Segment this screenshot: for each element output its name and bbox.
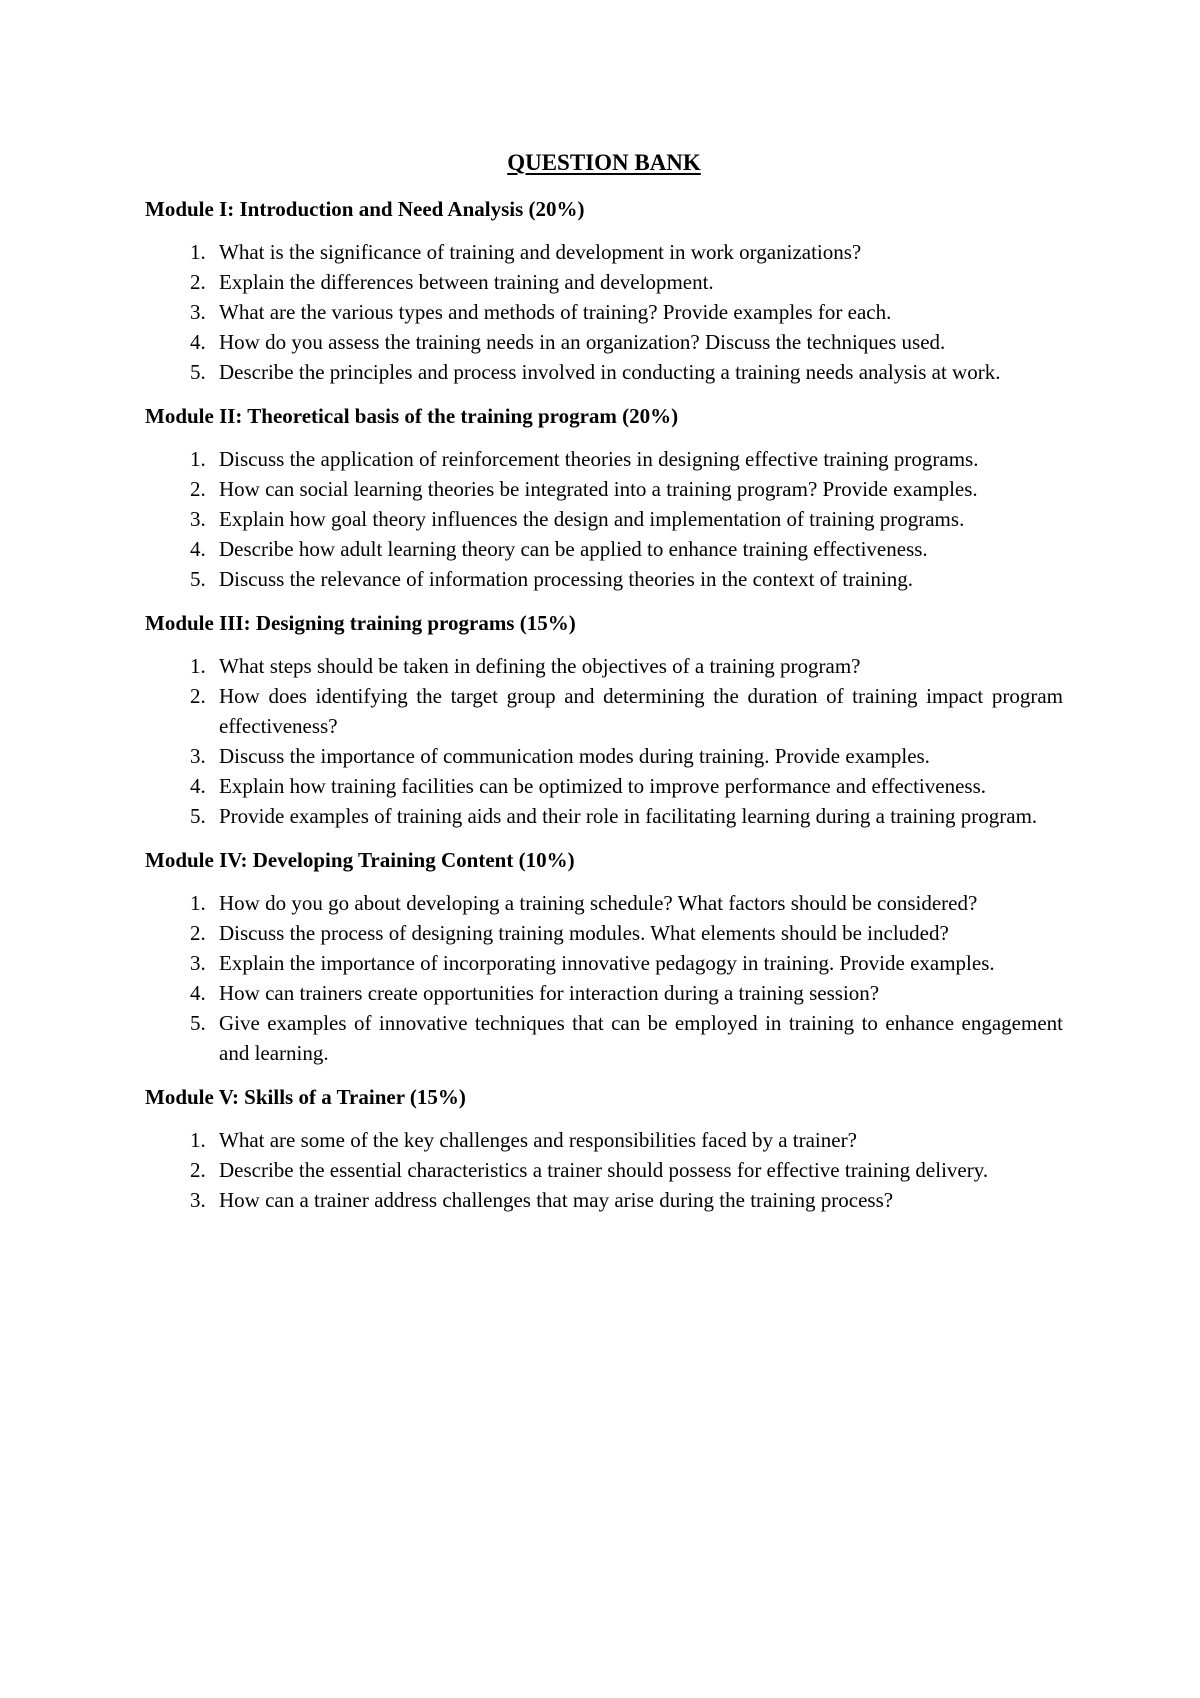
- question-list: [145, 444, 1063, 594]
- question-item: [145, 474, 1063, 504]
- question-item: [145, 357, 1063, 387]
- module-section: [145, 845, 1063, 1068]
- question-text: How can a trainer address challenges that may arise during the training process?: [219, 1188, 894, 1212]
- question-number-label: 5.: [190, 360, 206, 384]
- question-number: [145, 297, 219, 327]
- question-text: How can social learning theories be integrated into a training program? Provide examples.: [219, 477, 978, 501]
- question-item: [145, 1155, 1063, 1185]
- question-item: [145, 564, 1063, 594]
- question-list: [145, 888, 1063, 1068]
- question-item: [145, 888, 1063, 918]
- page-title: QUESTION BANK: [507, 150, 701, 175]
- question-text: Explain how training facilities can be optimized to improve performance and effectiveness.: [219, 774, 987, 798]
- question-text: Discuss the application of reinforcement theories in designing effective training programs.: [219, 447, 979, 471]
- question-number: [145, 771, 219, 801]
- question-item: [145, 1125, 1063, 1155]
- question-text: Discuss the process of designing training modules. What elements should be included?: [219, 921, 949, 945]
- question-number: [145, 888, 219, 918]
- question-text: How do you go about developing a training schedule? What factors should be considered?: [219, 891, 978, 915]
- question-item: [145, 504, 1063, 534]
- question-text: What is the significance of training and development in work organizations?: [219, 240, 862, 264]
- question-text: How can trainers create opportunities for interaction during a training session?: [219, 981, 880, 1005]
- question-number: [145, 1125, 219, 1155]
- question-item: [145, 801, 1063, 831]
- question-number: [145, 564, 219, 594]
- question-item: [145, 771, 1063, 801]
- question-number: [145, 1185, 219, 1215]
- question-number-label: 1.: [190, 891, 206, 915]
- question-number-label: 4.: [190, 537, 206, 561]
- question-number-label: 2.: [190, 270, 206, 294]
- question-text: What steps should be taken in defining the objectives of a training program?: [219, 654, 861, 678]
- module-section: [145, 1082, 1063, 1215]
- question-text: Discuss the importance of communication modes during training. Provide examples.: [219, 744, 930, 768]
- question-number: [145, 681, 219, 741]
- question-number: [145, 1008, 219, 1068]
- question-number-label: 5.: [190, 1011, 206, 1035]
- question-item: [145, 534, 1063, 564]
- module-heading: Module III: Designing training programs (15%): [145, 611, 576, 635]
- question-number: [145, 357, 219, 387]
- question-number-label: 3.: [190, 1188, 206, 1212]
- module-heading: Module IV: Developing Training Content (10%): [145, 848, 575, 872]
- question-text: Describe how adult learning theory can be applied to enhance training effectiveness.: [219, 537, 928, 561]
- question-number: [145, 504, 219, 534]
- question-list: [145, 237, 1063, 387]
- question-number-label: 1.: [190, 447, 206, 471]
- question-number-label: 3.: [190, 300, 206, 324]
- question-item: [145, 948, 1063, 978]
- module-section: [145, 608, 1063, 831]
- question-number-label: 2.: [190, 1158, 206, 1182]
- question-text: What are some of the key challenges and responsibilities faced by a trainer?: [219, 1128, 857, 1152]
- question-number: [145, 474, 219, 504]
- question-number-label: 5.: [190, 804, 206, 828]
- question-item: [145, 918, 1063, 948]
- question-number: [145, 444, 219, 474]
- question-item: [145, 978, 1063, 1008]
- question-number-label: 3.: [190, 507, 206, 531]
- question-item: [145, 237, 1063, 267]
- question-number-label: 1.: [190, 654, 206, 678]
- question-item: [145, 297, 1063, 327]
- question-number-label: 5.: [190, 567, 206, 591]
- question-text: What are the various types and methods of training? Provide examples for each.: [219, 300, 892, 324]
- module-heading: Module II: Theoretical basis of the training program (20%): [145, 404, 679, 428]
- question-text: How do you assess the training needs in an organization? Discuss the techniques used.: [219, 330, 946, 354]
- question-number: [145, 948, 219, 978]
- question-item: [145, 444, 1063, 474]
- module-section: [145, 194, 1063, 387]
- question-number: [145, 801, 219, 831]
- question-text: Describe the principles and process involved in conducting a training needs analysis at work.: [219, 360, 1001, 384]
- question-list: [145, 1125, 1063, 1215]
- question-number-label: 4.: [190, 774, 206, 798]
- question-text: Explain the differences between training and development.: [219, 270, 714, 294]
- question-number: [145, 1155, 219, 1185]
- question-number-label: 1.: [190, 1128, 206, 1152]
- question-text: How does identifying the target group and determining the duration of training impact program effectiveness?: [219, 684, 1063, 738]
- question-number-label: 3.: [190, 744, 206, 768]
- question-number: [145, 237, 219, 267]
- question-number-label: 2.: [190, 684, 206, 708]
- question-number-label: 3.: [190, 951, 206, 975]
- module-heading: Module V: Skills of a Trainer (15%): [145, 1085, 466, 1109]
- question-text: Describe the essential characteristics a trainer should possess for effective training delivery.: [219, 1158, 989, 1182]
- question-text: Explain how goal theory influences the design and implementation of training programs.: [219, 507, 965, 531]
- question-number-label: 2.: [190, 921, 206, 945]
- question-text: Give examples of innovative techniques that can be employed in training to enhance engagement and learning.: [219, 1011, 1063, 1065]
- question-item: [145, 651, 1063, 681]
- question-number-label: 2.: [190, 477, 206, 501]
- question-text: Provide examples of training aids and their role in facilitating learning during a training program.: [219, 804, 1038, 828]
- question-item: [145, 267, 1063, 297]
- question-number-label: 4.: [190, 330, 206, 354]
- question-number: [145, 918, 219, 948]
- question-number: [145, 978, 219, 1008]
- question-item: [145, 327, 1063, 357]
- document-page: [145, 146, 1063, 1229]
- question-list: [145, 651, 1063, 831]
- question-text: Explain the importance of incorporating innovative pedagogy in training. Provide examples.: [219, 951, 995, 975]
- question-number: [145, 327, 219, 357]
- question-item: [145, 741, 1063, 771]
- question-number: [145, 267, 219, 297]
- question-item: [145, 681, 1063, 741]
- modules-container: [145, 194, 1063, 1215]
- question-number-label: 4.: [190, 981, 206, 1005]
- question-number: [145, 534, 219, 564]
- module-section: [145, 401, 1063, 594]
- question-number-label: 1.: [190, 240, 206, 264]
- question-item: [145, 1008, 1063, 1068]
- question-number: [145, 651, 219, 681]
- question-number: [145, 741, 219, 771]
- question-text: Discuss the relevance of information processing theories in the context of training.: [219, 567, 913, 591]
- module-heading: Module I: Introduction and Need Analysis (20%): [145, 197, 585, 221]
- question-item: [145, 1185, 1063, 1215]
